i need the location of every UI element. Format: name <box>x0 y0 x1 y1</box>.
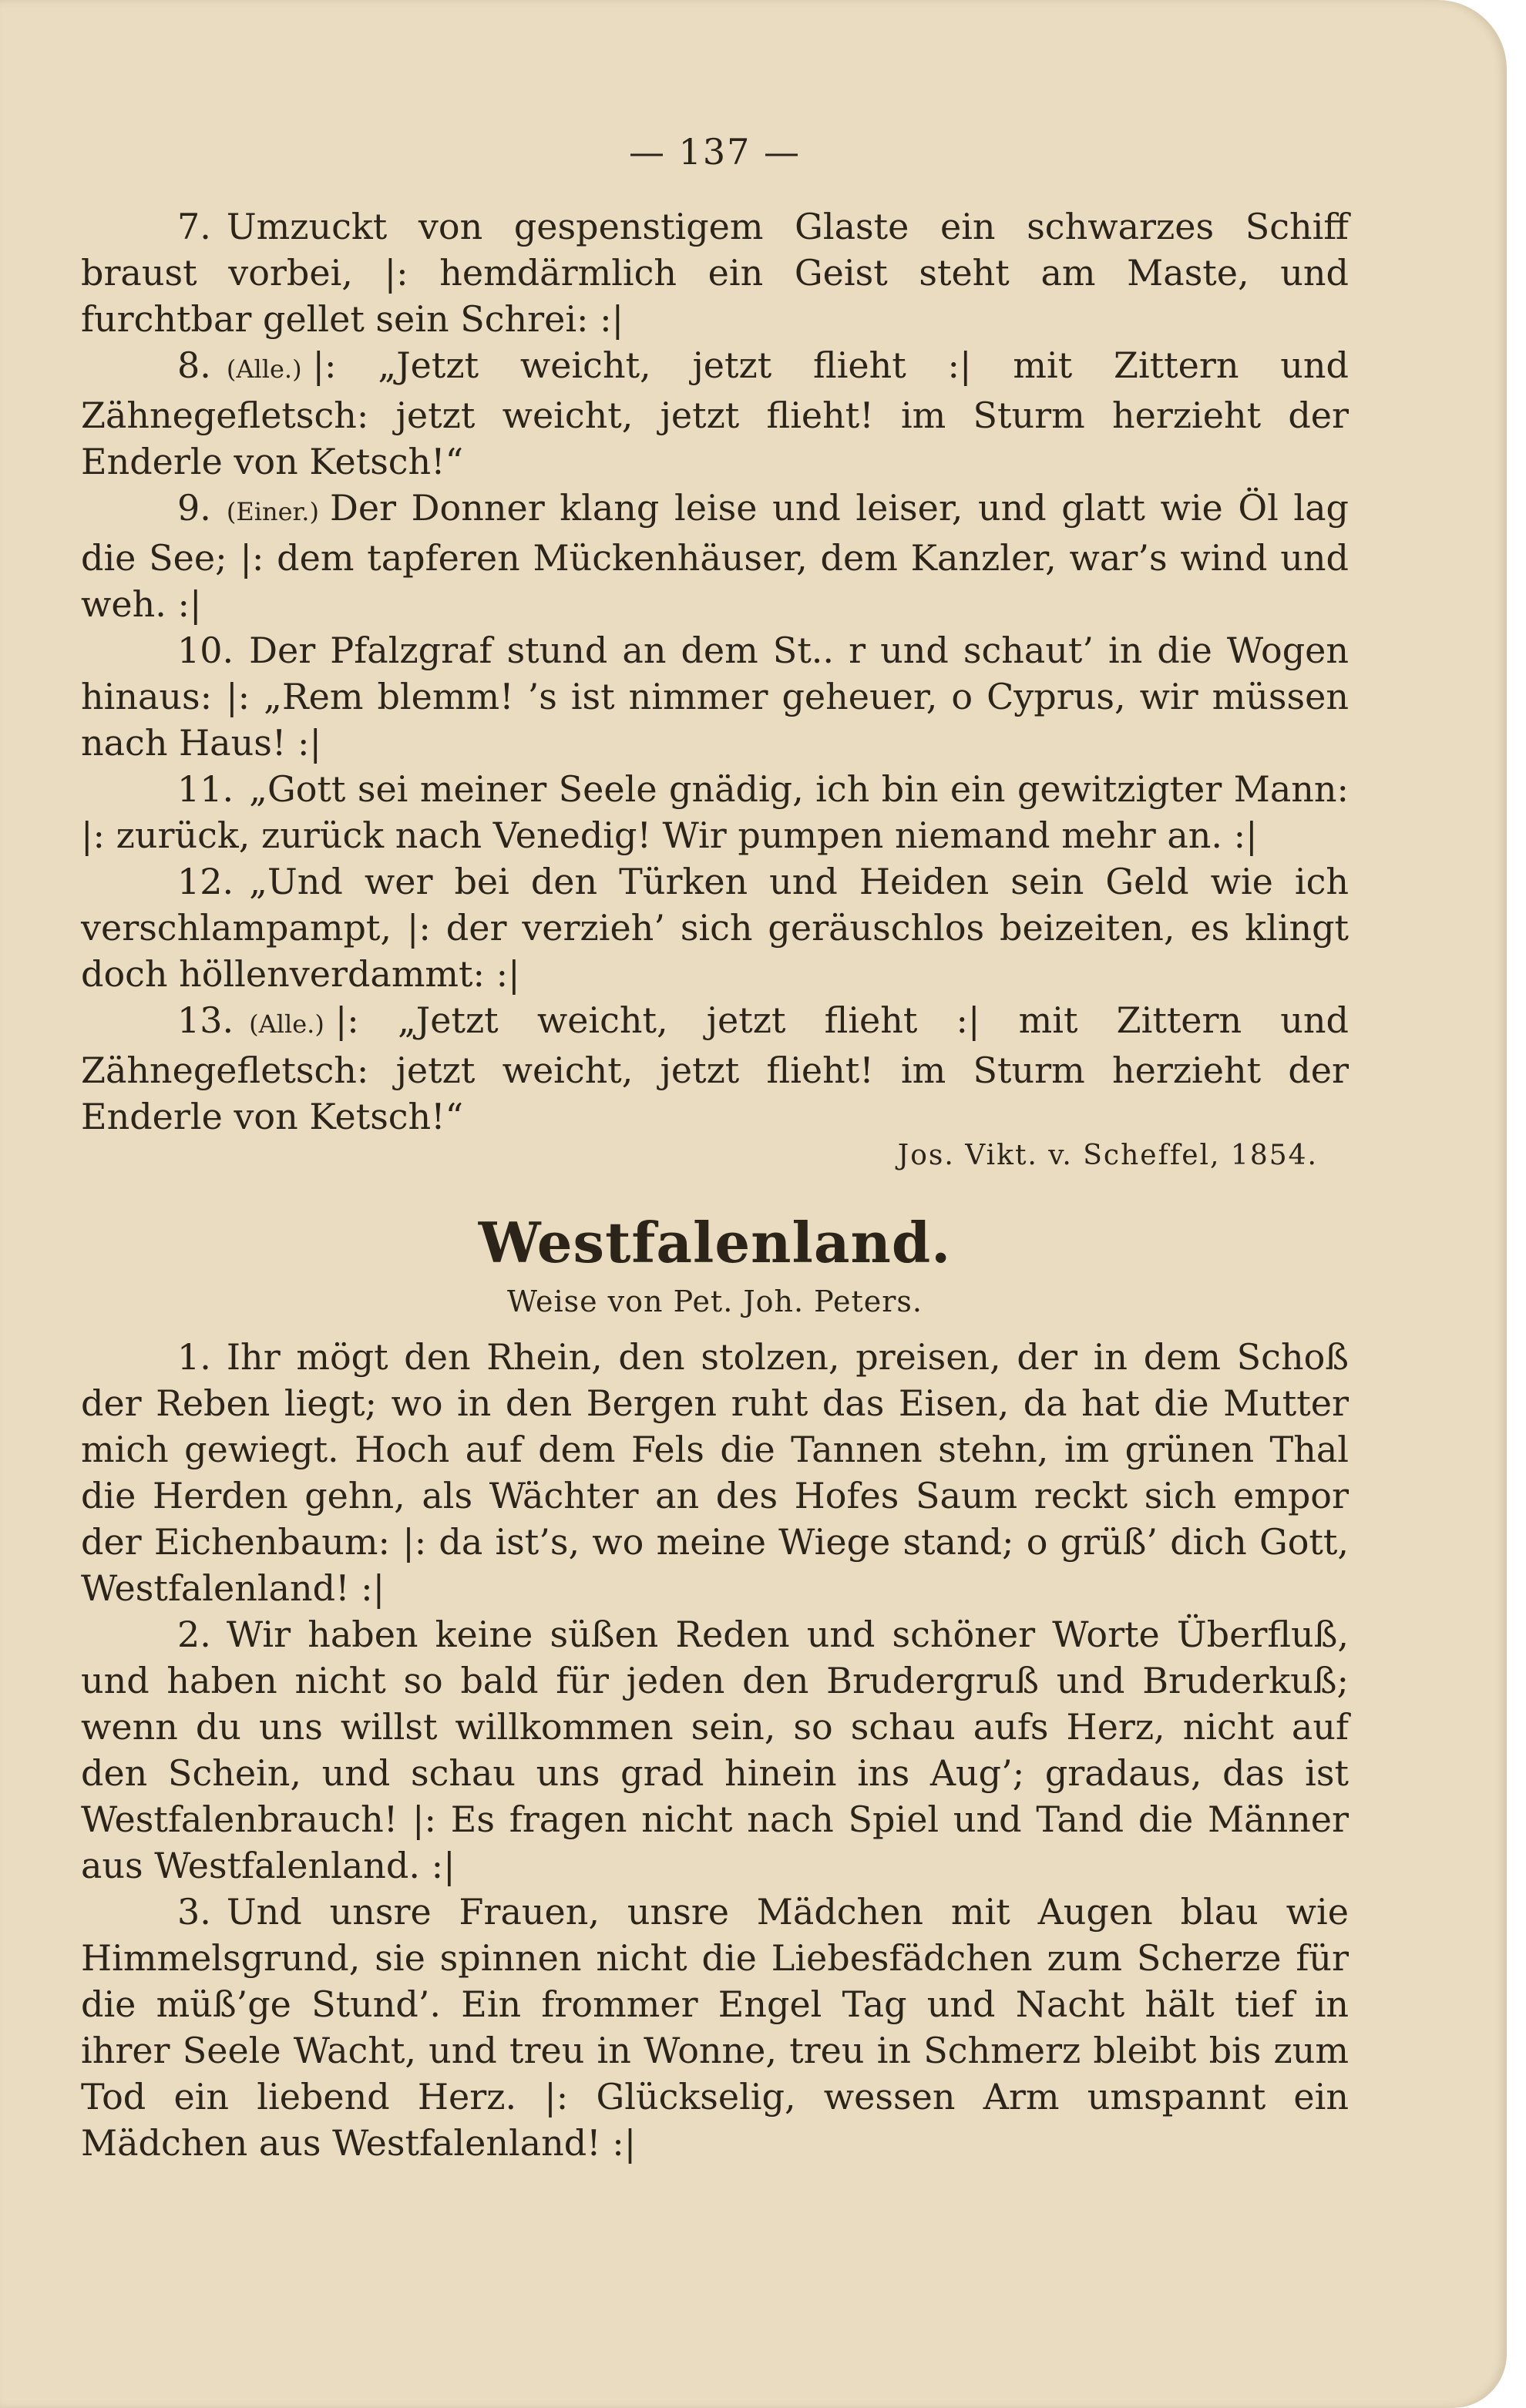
stanza-text: |: „Jetzt weicht, jetzt flieht :| mit Zittern und Zähnegefletsch: jetzt weicht, jetzt flieht! im Sturm herzieht der Enderle von Ketsch!“ <box>81 344 1349 482</box>
stanza-3 <box>81 1889 1349 2166</box>
stanza-2 <box>81 1611 1349 1889</box>
stanza-number: 12. <box>177 861 234 902</box>
stanza-13 <box>81 997 1349 1140</box>
author-attribution: Jos. Vikt. v. Scheffel, 1854. <box>897 1140 1318 1171</box>
stanza-number: 11. <box>177 768 234 810</box>
stanza-text: |: „Jetzt weicht, jetzt flieht :| mit Zittern und Zähnegefletsch: jetzt weicht, jetzt flieht! im Sturm herzieht der Enderle von Ketsch!“ <box>81 999 1349 1137</box>
stanza-text: Und unsre Frauen, unsre Mädchen mit Augen blau wie Himmelsgrund, sie spinnen nicht die Liebesfädchen zum Scherze für die müß’ge Stund’. Ein frommer Engel Tag und Nacht hält tief in ihrer Seele Wacht, und treu in Wonne, treu in Schmerz bleibt bis zum Tod ein liebend Herz. |: Glückselig, wessen Arm umspannt ein Mädchen aus Westfalenland! :| <box>81 1891 1349 2164</box>
stanza-number: 8. <box>177 344 211 386</box>
stanza-number: 10. <box>177 630 234 671</box>
voice-label: (Einer.) <box>226 497 319 526</box>
stanza-number: 9. <box>177 487 211 529</box>
stanza-text: Wir haben keine süßen Reden und schöner Worte Überfluß, und haben nicht so bald für jeden den Brudergruß und Bruderkuß; wenn du uns willst willkommen sein, so schau aufs Herz, nicht auf den Schein, und schau uns grad hinein ins Aug’; gradaus, das ist Westfalenbrauch! |: Es fragen nicht nach Spiel und Tand die Männer aus Westfalenland. :| <box>81 1614 1349 1886</box>
stanza-text: „Und wer bei den Türken und Heiden sein Geld wie ich verschlampampt, |: der verzieh’ sich geräuschlos beizeiten, es klingt doch höllenverdammt: :| <box>81 861 1349 995</box>
stanza-number: 13. <box>177 999 234 1041</box>
voice-label: (Alle.) <box>249 1009 324 1039</box>
stanza-number: 3. <box>177 1891 211 1933</box>
stanza-7 <box>81 203 1349 342</box>
stanza-text: Umzuckt von gespenstigem Glaste ein schwarzes Schiff braust vorbei, |: hemdärmlich ein Geist steht am Maste, und furchtbar gellet sein Schrei: :| <box>81 206 1349 340</box>
stanza-12 <box>81 858 1349 997</box>
page-number: — 137 — <box>628 131 802 173</box>
stanza-text: Der Donner klang leise und leiser, und glatt wie Öl lag die See; |: dem tapferen Mückenhäuser, dem Kanzler, war’s wind und weh. :| <box>81 487 1349 625</box>
stanza-number: 1. <box>177 1336 211 1378</box>
stanza-text: Ihr mögt den Rhein, den stolzen, preisen, der in dem Schoß der Reben liegt; wo in den Bergen ruht das Eisen, da hat die Mutter mich gewiegt. Hoch auf dem Fels die Tannen stehn, im grünen Thal die Herden gehn, als Wächter an des Hofes Saum reckt sich empor der Eichenbaum: |: da ist’s, wo meine Wiege stand; o grüß’ dich Gott, Westfalenland! :| <box>81 1336 1349 1609</box>
stanza-11 <box>81 766 1349 858</box>
stanza-text: „Gott sei meiner Seele gnädig, ich bin ein gewitzigter Mann: |: zurück, zurück nach Venedig! Wir pumpen niemand mehr an. :| <box>81 768 1349 856</box>
stanza-1 <box>81 1334 1349 1611</box>
stanza-text: Der Pfalzgraf stund an dem St.. r und schaut’ in die Wogen hinaus: |: „Rem blemm! ’s ist nimmer geheuer, o Cyprus, wir müssen nach Haus! :| <box>81 630 1349 764</box>
page-content <box>81 131 1349 2166</box>
stanza-number: 7. <box>177 206 211 247</box>
poem-subtitle: Weise von Pet. Joh. Peters. <box>507 1285 923 1318</box>
voice-label: (Alle.) <box>226 354 302 384</box>
stanza-8 <box>81 342 1349 485</box>
stanza-number: 2. <box>177 1614 211 1655</box>
stanza-9 <box>81 485 1349 627</box>
poem-closing <box>81 1140 1349 1171</box>
poem-title: Westfalenland. <box>478 1210 952 1275</box>
stanza-10 <box>81 627 1349 766</box>
